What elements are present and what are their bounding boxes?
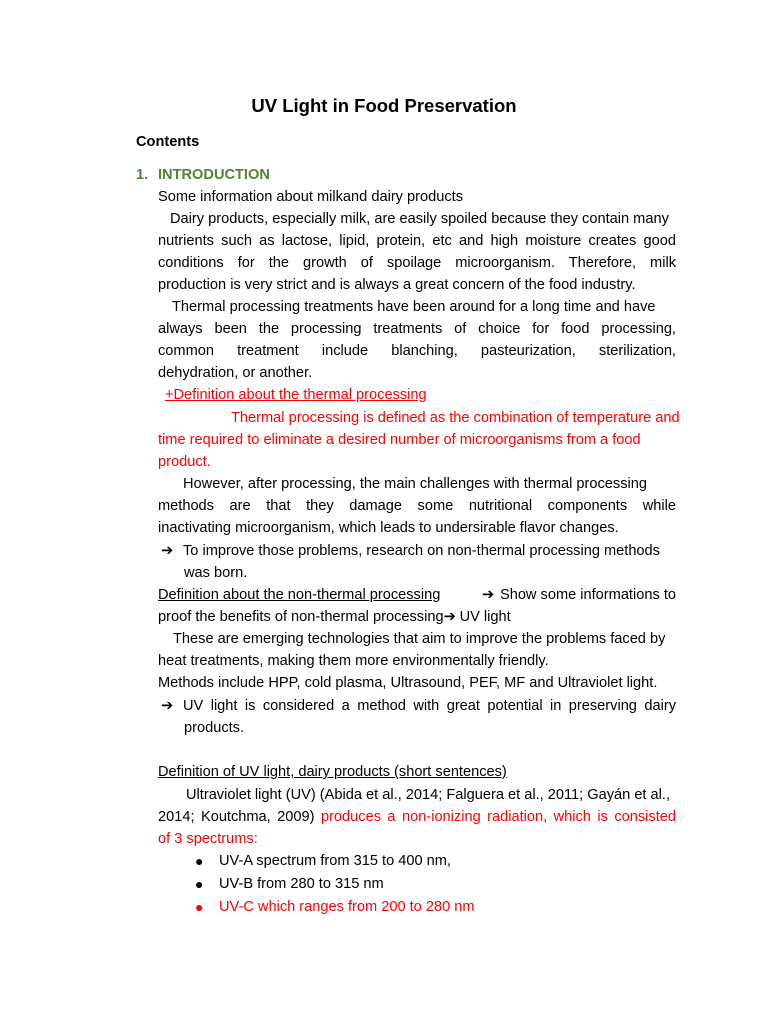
contents-heading: Contents — [136, 134, 200, 150]
paragraph-line: common treatment include blanching, pasteurization, sterilization, — [158, 343, 676, 359]
paragraph-line: However, after processing, the main challenges with thermal processing — [183, 476, 647, 492]
section-heading-introduction: INTRODUCTION — [158, 167, 270, 183]
paragraph-line — [158, 606, 511, 628]
paragraph-line: methods are that they damage some nutritional components while — [158, 498, 676, 514]
paragraph-line: heat treatments, making them more environmentally friendly. — [158, 653, 549, 669]
thermal-definition-heading: +Definition about the thermal processing — [165, 387, 427, 403]
paragraph-line: production is very strict and is always a great concern of the food industry. — [158, 277, 636, 293]
paragraph-text: To improve those problems, research on non-thermal processing methods — [183, 543, 660, 559]
list-item: UV-C which ranges from 200 to 280 nm — [219, 899, 475, 915]
paragraph-line: inactivating microorganism, which leads to undersirable flavor changes. — [158, 520, 619, 536]
paragraph-line: Dairy products, especially milk, are easily spoiled because they contain many — [170, 211, 669, 227]
paragraph-line: products. — [184, 720, 245, 736]
bullet-icon: ● — [195, 853, 204, 869]
bullet-icon: ● — [195, 899, 204, 915]
paragraph-text: Show some informations to — [499, 587, 676, 603]
right-arrow-icon: ➔ — [161, 543, 174, 559]
paragraph-text: UV light — [459, 609, 511, 625]
right-arrow-icon: ➔ — [161, 698, 174, 714]
list-item: UV-A spectrum from 315 to 400 nm, — [219, 853, 451, 869]
list-item: UV-B from 280 to 315 nm — [219, 876, 384, 892]
paragraph-line: of 3 spectrums: — [158, 831, 258, 847]
paragraph-line: Thermal processing treatments have been around for a long time and have — [172, 299, 656, 315]
document-title: UV Light in Food Preservation — [251, 95, 517, 116]
paragraph-line: dehydration, or another. — [158, 365, 313, 381]
paragraph-line: Thermal processing is defined as the combination of temperature and — [231, 410, 680, 426]
paragraph-line: nutrients such as lactose, lipid, protein, etc and high moisture creates good — [158, 233, 676, 249]
paragraph-line: Ultraviolet light (UV) (Abida et al., 2014; Falguera et al., 2011; Gayán et al., — [186, 787, 671, 803]
non-thermal-definition-heading: Definition about the non-thermal processing — [158, 587, 441, 603]
section-number: 1. — [136, 167, 149, 183]
paragraph-line: These are emerging technologies that aim to improve the problems faced by — [173, 631, 666, 647]
bullet-icon: ● — [195, 876, 204, 892]
paragraph-text: produces a non-ionizing radiation, which is consisted — [320, 809, 677, 825]
non-thermal-note — [482, 584, 676, 606]
right-arrow-icon: ➔ — [481, 587, 495, 603]
paragraph-line: Some information about milkand dairy products — [158, 189, 464, 205]
arrow-item — [161, 540, 660, 562]
uv-definition-heading: Definition of UV light, dairy products (short sentences) — [158, 764, 507, 780]
right-arrow-icon: ➔ — [443, 609, 456, 625]
paragraph-text: UV light is considered a method with great potential in preserving dairy — [183, 698, 676, 714]
paragraph-text: 2014; Koutchma, 2009) — [158, 809, 315, 825]
non-thermal-definition-line — [158, 584, 676, 606]
paragraph-line: was born. — [184, 565, 248, 581]
paragraph-line: product. — [158, 454, 211, 470]
paragraph-text: proof the benefits of non-thermal processing — [158, 609, 444, 625]
paragraph-line: always been the processing treatments of choice for food processing, — [158, 321, 676, 337]
paragraph-line: conditions for the growth of spoilage microorganism. Therefore, milk — [158, 255, 676, 271]
paragraph-line — [158, 806, 676, 828]
arrow-item — [161, 695, 676, 717]
paragraph-line: Methods include HPP, cold plasma, Ultrasound, PEF, MF and Ultraviolet light. — [158, 675, 658, 691]
paragraph-line: time required to eliminate a desired number of microorganisms from a food — [158, 432, 641, 448]
